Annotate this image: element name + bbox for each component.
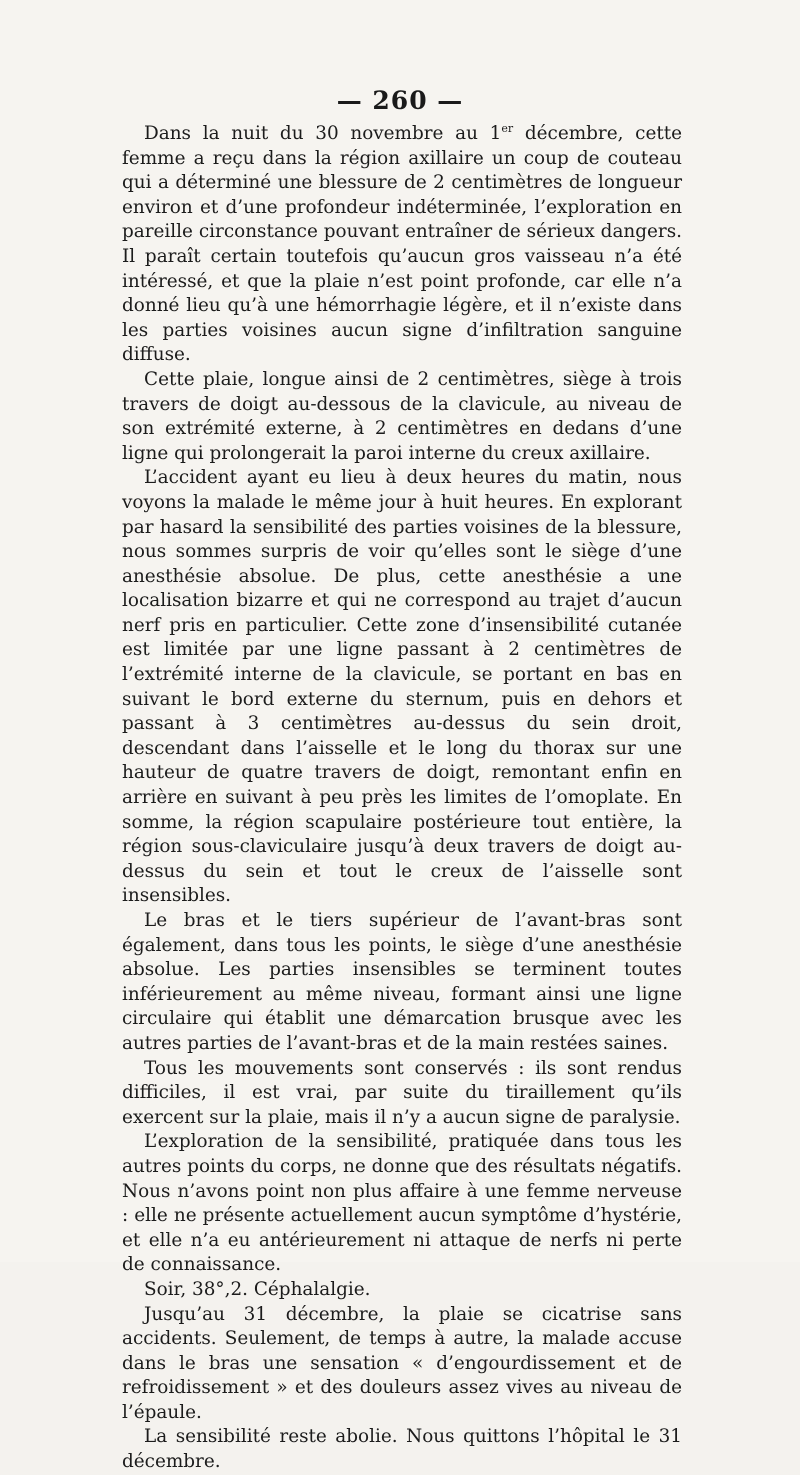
paragraph-5: Tous les mouvements sont conservés : ils sont rendus difficiles, il est vrai, par suite du tiraillement qu’ils exercent sur la plaie, mais il n’y a aucun signe de paralysie.	[122, 1057, 682, 1128]
paragraph-8: Jusqu’au 31 décembre, la plaie se cicatrise sans accidents. Seulement, de temps à autre, la malade accuse dans le bras une sensation « d’engourdissement et de refroidissement » et des douleurs assez vives au niveau de l’épaule.	[122, 1303, 682, 1423]
paragraph-6: L’exploration de la sensibilité, pratiquée dans tous les autres points du corps, ne donne que des résultats négatifs. Nous n’avons point non plus affaire à une femme nerveuse : elle ne présente actuellement aucun symptôme d’hystérie, et elle n’a eu antérieurement ni attaque de nerfs ni perte de connaissance.	[122, 1131, 682, 1276]
paragraph-1: Dans la nuit du 30 novembre au 1er décembre, cette femme a reçu dans la région axillaire un coup de couteau qui a déterminé une blessure de 2 centimètres de longueur environ et d’une profondeur indéterminée, l’exploration en pareille circonstance pouvant entraîner de sérieux dangers. Il paraît certain toutefois qu’aucun gros vaisseau n’a été intéressé, et que la plaie n’est point profonde, car elle n’a donné lieu qu’à une hémorrhagie légère, et il n’existe dans les parties voisines aucun signe d’infiltration sanguine diffuse.	[122, 121, 682, 366]
paragraph-4: Le bras et le tiers supérieur de l’avant-bras sont également, dans tous les points, le siège d’une anesthésie absolue. Les parties insensibles se terminent toutes inférieurement au même niveau, formant ainsi une ligne circulaire qui établit une démarcation brusque avec les autres parties de l’avant-bras et de la main restées saines.	[122, 910, 682, 1054]
paragraph-2: Cette plaie, longue ainsi de 2 centimètres, siège à trois travers de doigt au-dessous de la clavicule, au niveau de son extrémité externe, à 2 centimètres en dedans d’une ligne qui prolongerait la paroi interne du creux axillaire.	[122, 368, 682, 464]
body-text	[122, 122, 682, 1475]
paragraph-9: La sensibilité reste abolie. Nous quittons l’hôpital le 31 décembre.	[122, 1426, 682, 1473]
paragraph-3: L’accident ayant eu lieu à deux heures du matin, nous voyons la malade le même jour à huit heures. En explorant par hasard la sensibilité des parties voisines de la blessure, nous sommes surpris de voir qu’elles sont le siège d’une anesthésie absolue. De plus, cette anesthésie a une localisation bizarre et qui ne correspond au trajet d’aucun nerf pris en particulier. Cette zone d’insensibilité cutanée est limitée par une ligne passant à 2 centimètres de l’extrémité interne de la clavicule, se portant en bas en suivant le bord externe du sternum, puis en dehors et passant à 3 centimètres au-dessus du sein droit, descendant dans l’aisselle et le long du thorax sur une hauteur de quatre travers de doigt, remontant enfin en arrière en suivant à peu près les limites de l’omoplate. En somme, la région scapulaire postérieure tout entière, la région sous-claviculaire jusqu’à deux travers de doigt au-dessus du sein et tout le creux de l’aisselle sont insensibles.	[122, 467, 682, 907]
superscript: er	[501, 121, 514, 135]
paragraph-7: Soir, 38°,2. Céphalalgie.	[144, 1278, 371, 1300]
page-number: — 260 —	[336, 86, 464, 115]
